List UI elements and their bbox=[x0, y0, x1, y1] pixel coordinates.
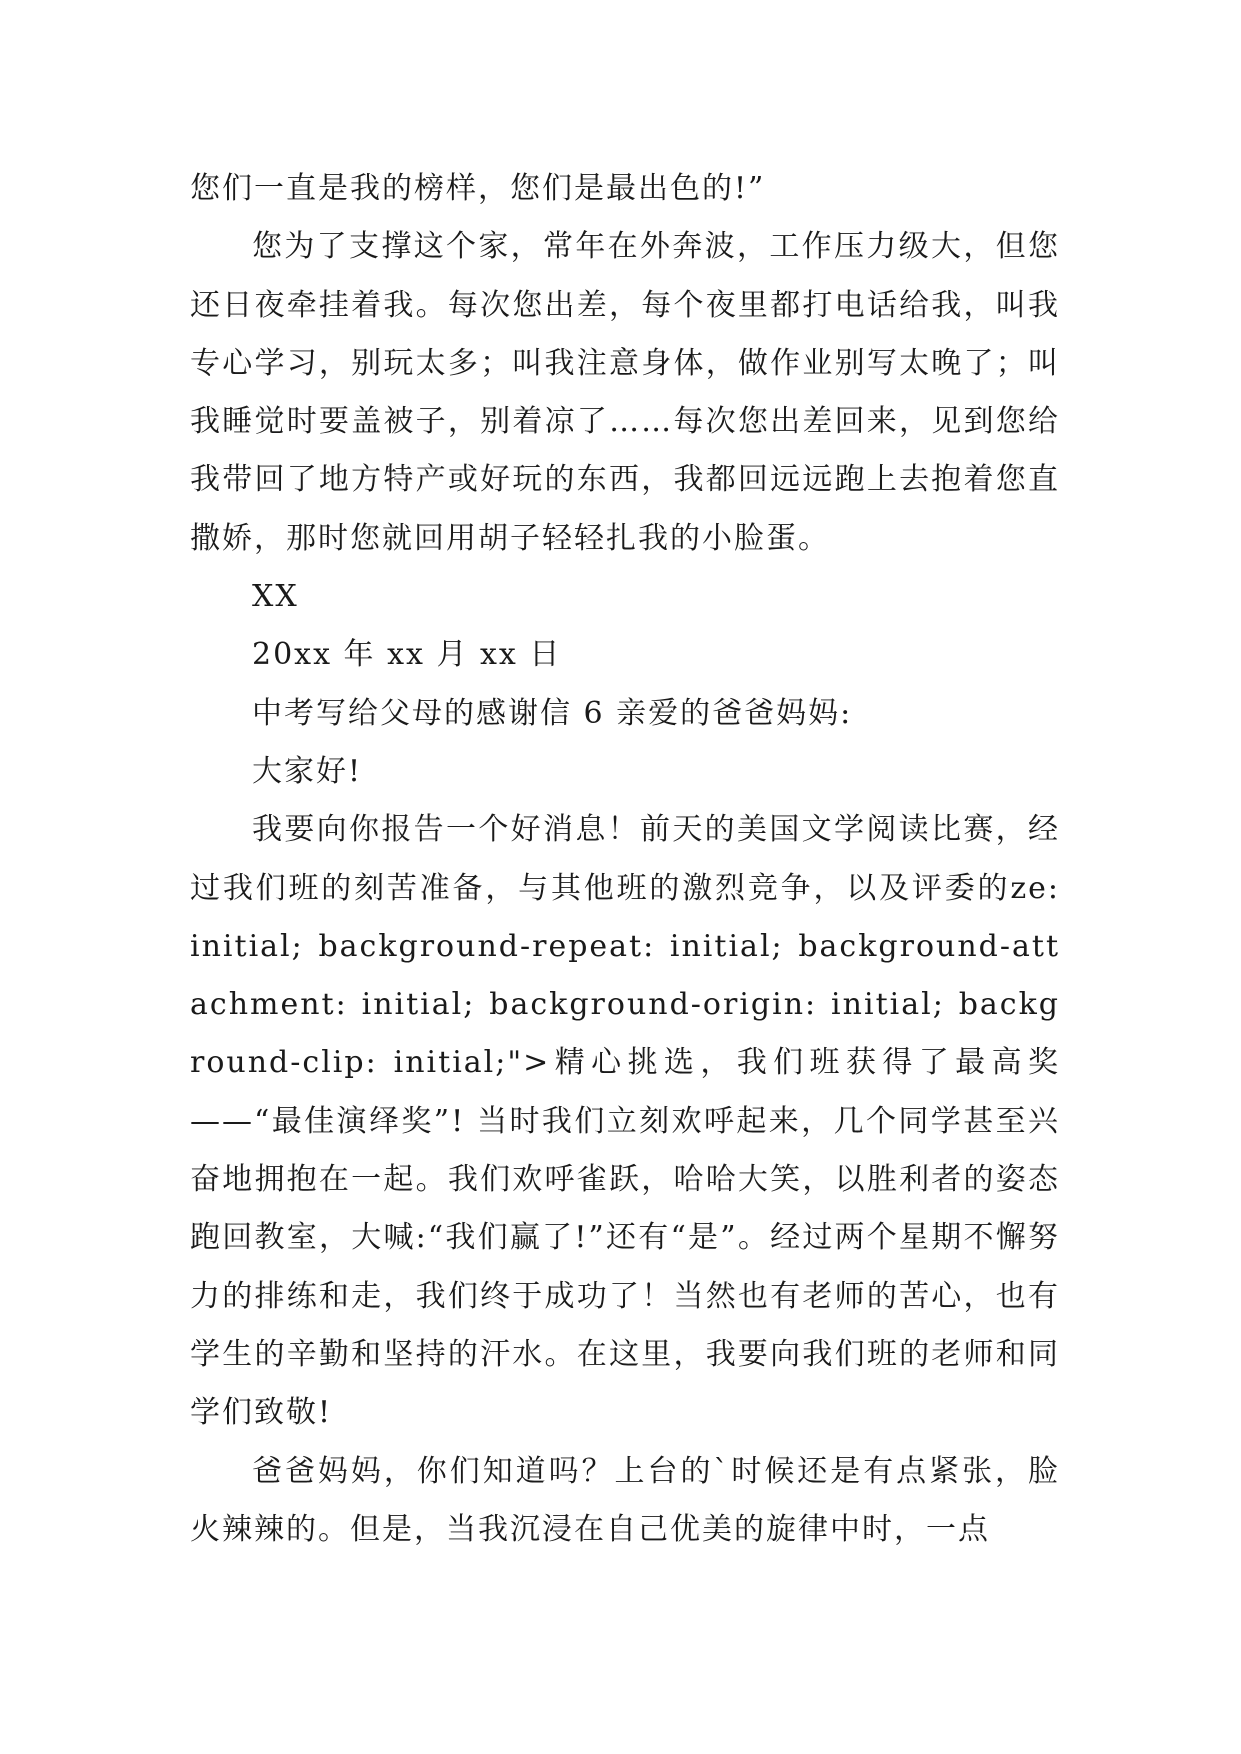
paragraph-competition-news: 我要向你报告一个好消息！前天的美国文学阅读比赛，经过我们班的刻苦准备，与其他班的激烈竞争，以及评委的ze: initial; background-repeat: initial; background-attachment: initial; background-origin: initial; background-clip: initial;">精心挑选，我们班获得了最高奖——“最佳演绎奖”! 当时我们立刻欢呼起来，几个同学甚至兴奋地拥抱在一起。我们欢呼雀跃，哈哈大笑，以胜利者的姿态跑回教室，大喊:“我们赢了!”还有“是”。经过两个星期不懈努力的排练和走，我们终于成功了！当然也有老师的苦心，也有学生的辛勤和坚持的汗水。在这里，我要向我们班的老师和同学们致敬! bbox=[190, 812, 1060, 1431]
signature-name: XX bbox=[252, 579, 299, 615]
greeting: 大家好! bbox=[252, 753, 363, 789]
letter-body bbox=[190, 160, 1060, 1559]
signature-date: 20xx 年 xx 月 xx 日 bbox=[252, 637, 562, 673]
letter-heading: 中考写给父母的感谢信 6 亲爱的爸爸妈妈: bbox=[252, 695, 853, 731]
paragraph-opening-fragment: 您们一直是我的榜样，您们是最出色的!” bbox=[190, 171, 766, 206]
paragraph-father-care: 您为了支撑这个家，常年在外奔波，工作压力级大，但您还日夜牵挂着我。每次您出差，每个夜里都打电话给我，叫我专心学习，别玩太多；叫我注意身体，做作业别写太晚了；叫我睡觉时要盖被子，别着凉了……每次您出差回来，见到您给我带回了地方特产或好玩的东西，我都回远远跑上去抱着您直撒娇，那时您就回用胡子轻轻扎我的小脸蛋。 bbox=[190, 229, 1060, 556]
paragraph-on-stage: 爸爸妈妈，你们知道吗？上台的`时候还是有点紧张，脸火辣辣的。但是，当我沉浸在自己优美的旋律中时，一点 bbox=[190, 1453, 1060, 1547]
